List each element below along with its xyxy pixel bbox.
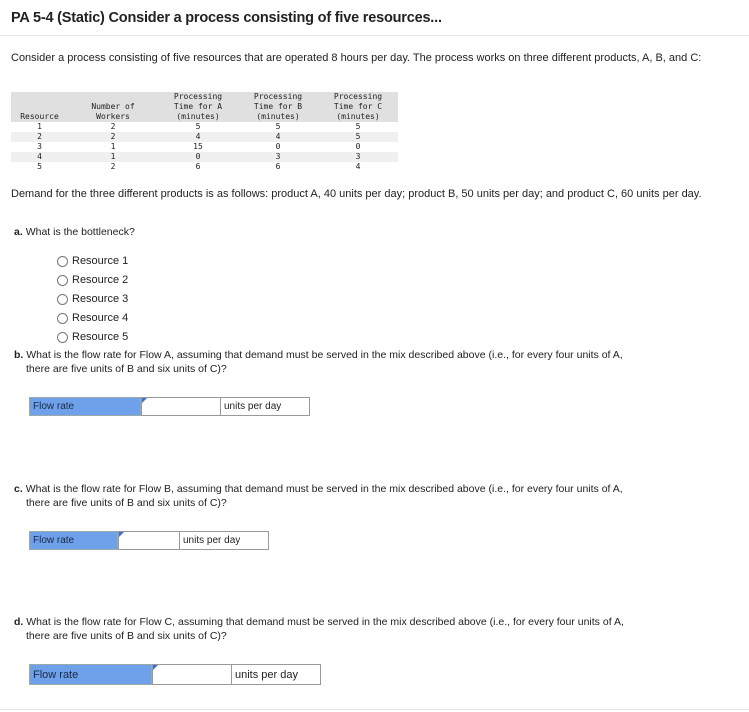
flow-rate-c-row (29, 664, 321, 685)
flow-rate-c-input[interactable] (152, 664, 232, 685)
radio-icon[interactable] (57, 294, 68, 305)
table-row: 4 1 0 3 3 (11, 152, 398, 162)
flow-rate-label: Flow rate (29, 531, 118, 550)
radio-icon[interactable] (57, 256, 68, 267)
table-row: 2 2 4 4 5 (11, 132, 398, 142)
option-resource-2[interactable]: Resource 2 (57, 272, 128, 288)
option-resource-5[interactable]: Resource 5 (57, 329, 128, 345)
flow-rate-label: Flow rate (29, 664, 152, 685)
radio-icon[interactable] (57, 275, 68, 286)
demand-text: Demand for the three different products is as follows: product A, 40 units per day; product B, 50 units per day; and product C, 60 units per day. (11, 188, 702, 200)
question-a-label: a. (14, 226, 23, 238)
radio-icon[interactable] (57, 332, 68, 343)
process-table (11, 92, 398, 172)
bottom-divider (0, 709, 749, 710)
page-title: PA 5-4 (Static) Consider a process consisting of five resources... (11, 10, 442, 26)
intro-text: Consider a process consisting of five resources that are operated 8 hours per day. The process works on three different products, A, B, and C: (11, 52, 702, 64)
header-time-a: Processing Time for A (minutes) (158, 92, 238, 122)
header-time-b: Processing Time for B (minutes) (238, 92, 318, 122)
header-resource: Resource (11, 92, 68, 122)
units-label: units per day (180, 531, 269, 550)
header-time-c: Processing Time for C (minutes) (318, 92, 398, 122)
header-workers: Number of Workers (68, 92, 158, 122)
units-label: units per day (221, 397, 310, 416)
question-a (14, 226, 714, 240)
question-c: c. What is the flow rate for Flow B, assuming that demand must be served in the mix described above (i.e., for every four units of A, there are five units of B and six units of C)? (14, 483, 623, 509)
option-resource-1[interactable]: Resource 1 (57, 253, 128, 269)
option-resource-4[interactable]: Resource 4 (57, 310, 128, 326)
question-b: b. What is the flow rate for Flow A, assuming that demand must be served in the mix described above (i.e., for every four units of A, there are five units of B and six units of C)? (14, 349, 623, 375)
question-a-text: What is the bottleneck? (25, 226, 135, 238)
option-resource-3[interactable]: Resource 3 (57, 291, 128, 307)
flow-rate-label: Flow rate (29, 397, 141, 416)
units-label: units per day (232, 664, 321, 685)
question-d: d. What is the flow rate for Flow C, assuming that demand must be served in the mix described above (i.e., for every four units of A, there are five units of B and six units of C)? (14, 616, 624, 642)
table-row: 5 2 6 6 4 (37, 162, 361, 171)
flow-rate-b-row (29, 531, 269, 550)
flow-rate-a-input[interactable] (141, 397, 221, 416)
table-header-row (11, 92, 398, 122)
radio-icon[interactable] (57, 313, 68, 324)
table-row: 3 1 15 0 0 (37, 142, 361, 151)
title-divider (0, 35, 749, 36)
flow-rate-a-row (29, 397, 310, 416)
table-row: 1 2 5 5 5 (37, 122, 361, 131)
flow-rate-b-input[interactable] (118, 531, 180, 550)
